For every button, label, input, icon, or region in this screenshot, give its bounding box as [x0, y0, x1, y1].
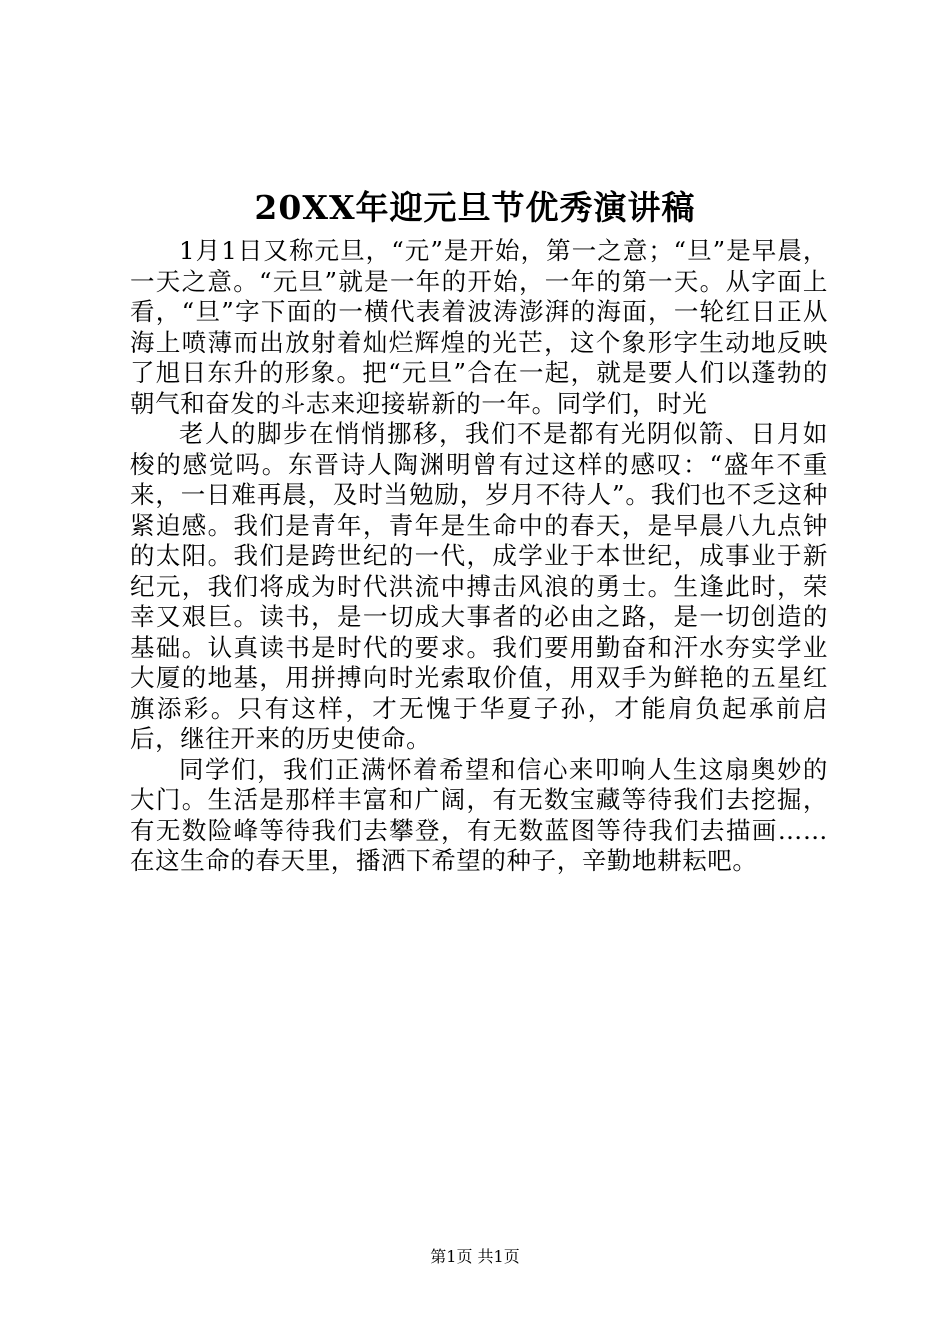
page-footer: 第1页 共1页: [430, 1247, 520, 1266]
document-title: 20XX年迎元旦节优秀演讲稿: [254, 188, 696, 227]
paragraph-2: 老人的脚步在悄悄挪移，我们不是都有光阴似箭、日月如梭的感觉吗。东晋诗人陶渊明曾有过这样的感叹：“盛年不重来，一日难再晨，及时当勉励，岁月不待人”。我们也不乏这种紧迫感。我们是青年，青年是生命中的春天，是早晨八九点钟的太阳。我们是跨世纪的一代，成学业于本世纪，成事业于新纪元，我们将成为时代洪流中搏击风浪的勇士。生逢此时，荣幸又艰巨。读书，是一切成大事者的必由之路，是一切创造的基础。认真读书是时代的要求。我们要用勤奋和汗水夯实学业大厦的地基，用拼搏向时光索取价值，用双手为鲜艳的五星红旗添彩。只有这样，才无愧于华夏子孙，才能肩负起承前启后，继往开来的历史使命。: [130, 419, 828, 753]
document-body: [130, 236, 828, 877]
paragraph-3: 同学们，我们正满怀着希望和信心来叩响人生这扇奥妙的大门。生活是那样丰富和广阔，有无数宝藏等待我们去挖掘，有无数险峰等待我们去攀登，有无数蓝图等待我们去描画……在这生命的春天里，播洒下希望的种子，辛勤地耕耘吧。: [130, 754, 828, 875]
paragraph-1: 1月1日又称元旦，“元”是开始，第一之意；“旦”是早晨，一天之意。“元旦”就是一年的开始，一年的第一天。从字面上看，“旦”字下面的一横代表着波涛澎湃的海面，一轮红日正从海上喷薄而出放射着灿烂辉煌的光芒，这个象形字生动地反映了旭日东升的形象。把“元旦”合在一起，就是要人们以蓬勃的朝气和奋发的斗志来迎接崭新的一年。同学们，时光: [130, 236, 828, 418]
